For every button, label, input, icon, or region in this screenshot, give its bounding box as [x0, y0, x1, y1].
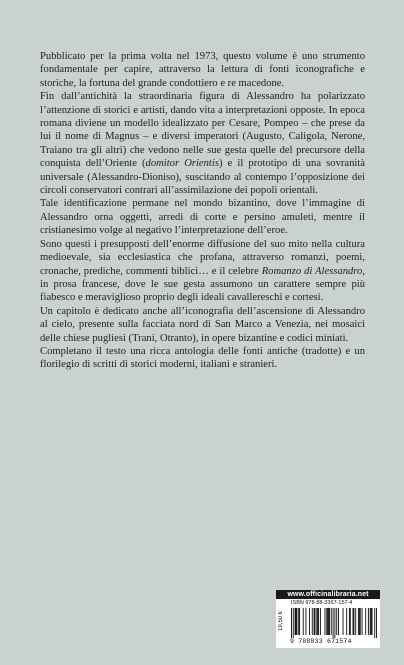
isbn-label: ISBN 978-88-3367-157-4 [291, 600, 353, 606]
barcode-bar [333, 608, 334, 638]
barcode-bar [299, 608, 300, 635]
barcode-bar [315, 608, 316, 635]
barcode-bar [305, 608, 306, 635]
barcode-bar [336, 608, 337, 635]
barcode-bar [327, 608, 328, 635]
blurb-p2-text-a: Fin dall’antichità la straordinaria figura di Alessandro ha polarizzato l’attenzione di storici e artisti, dando vita a interpretazioni opposte. In epoca romana diviene un modello idealizzato per Cesare, Pompeo – che prese da lui il nome di Magnus – e diversi imperatori (Augusto, Caligola, Nerone, Traiano tra gli altri) che vedono nelle sue gesta quelle del precursore della conquista dell’Oriente ( [40, 91, 365, 170]
blurb-p4-italic: Romanzo di Alessandro [261, 265, 363, 277]
barcode-bar [324, 608, 325, 635]
barcode-bar [320, 608, 321, 635]
barcode-bar [338, 608, 339, 635]
barcode-bar [371, 608, 372, 635]
barcode-bar [370, 608, 371, 635]
barcode-bar [334, 608, 335, 638]
publisher-url[interactable]: www.officinalibraria.net [276, 590, 380, 599]
barcode-bar [346, 608, 347, 635]
barcode-bar [353, 608, 354, 635]
barcode-bar [360, 608, 361, 635]
barcode-bar [317, 608, 318, 635]
barcode-bar [350, 608, 351, 635]
barcode-bar [296, 608, 297, 635]
blurb-p4-text-b: , in prosa francese, dove le sue gesta assumono un carattere sempre più fiabesco e meraviglioso proprio degli ideali cavallereschi e cortesi. [40, 265, 365, 304]
barcode-bar [372, 608, 373, 635]
barcode-bar [362, 608, 363, 635]
price-label: 19,50 € [278, 610, 284, 632]
ean-barcode [291, 608, 377, 638]
cover-blurb [40, 50, 365, 372]
barcode-bar [358, 608, 359, 635]
blurb-paragraph-3: Tale identificazione permane nel mondo bizantino, dove l’immagine di Alessandro orna oggetti, arredi di corte e persino amuleti, mentre il cristianesimo volge al negativo l’interpretazione dell’eroe. [40, 198, 365, 237]
barcode-bar [376, 608, 377, 638]
barcode-bar [303, 608, 304, 635]
barcode-bar [359, 608, 360, 635]
blurb-paragraph-6: Completano il testo una ricca antologia delle fonti antiche (tradotte) e un florilegio di scritti di storici moderni, italiani e stranieri. [40, 345, 365, 371]
barcode-bar [353, 608, 354, 635]
barcode-bar [355, 608, 356, 635]
blurb-paragraph-4 [40, 238, 365, 305]
barcode-bar [295, 608, 296, 635]
barcode-bar [298, 608, 299, 635]
barcode-bar [309, 608, 310, 635]
blurb-p4-text-a: Sono questi i presupposti dell’enorme diffusione del suo mito nella cultura medioevale, sia ecclesiastica che profana, attraverso romanzi, poemi, cronache, prediche, commenti biblici… e il celebre [40, 238, 365, 277]
barcode-bar [328, 608, 329, 635]
barcode-bar [331, 608, 332, 635]
barcode-bar [296, 608, 297, 635]
barcode-bar [316, 608, 317, 635]
blurb-paragraph-1: Pubblicato per la prima volta nel 1973, questo volume è uno strumento fondamentale per capire, attraverso la lettura di fonti iconografiche e storiche, la fortuna del grande condottiero e re macedone. [40, 51, 365, 89]
barcode-bar [291, 608, 292, 638]
barcode-bar [374, 608, 375, 638]
blurb-p2-italic: domitor Orientis [145, 158, 219, 170]
barcode-bar [365, 608, 366, 635]
ean-digits: 9 788833 671574 [290, 638, 352, 645]
barcode-bar [318, 608, 319, 635]
barcode-block [276, 590, 380, 648]
blurb-paragraph-2 [40, 90, 365, 197]
barcode-bar [326, 608, 327, 635]
blurb-paragraph-5: Un capitolo è dedicato anche all’iconografia dell’ascensione di Alessandro al cielo, presente sulla facciata nord di San Marco a Venezia, nei mosaici delle chiese pugliesi (Trani, Otranto), in opere bizantine e codici miniati. [40, 305, 365, 344]
barcode-bar [293, 608, 294, 638]
barcode-bar [329, 608, 330, 635]
barcode-bar [343, 608, 344, 635]
barcode-bar [368, 608, 369, 635]
barcode-bar [349, 608, 350, 635]
blurb-p2-text-b: ) e il prototipo di una sovranità universale (Alessandro-Dioniso), suscitando al contempo l’opposizione dei circoli conservatori contrari all’assimilazione dei popoli orientali. [40, 158, 365, 197]
barcode-bar [312, 608, 313, 635]
barcode-bar [314, 608, 315, 635]
